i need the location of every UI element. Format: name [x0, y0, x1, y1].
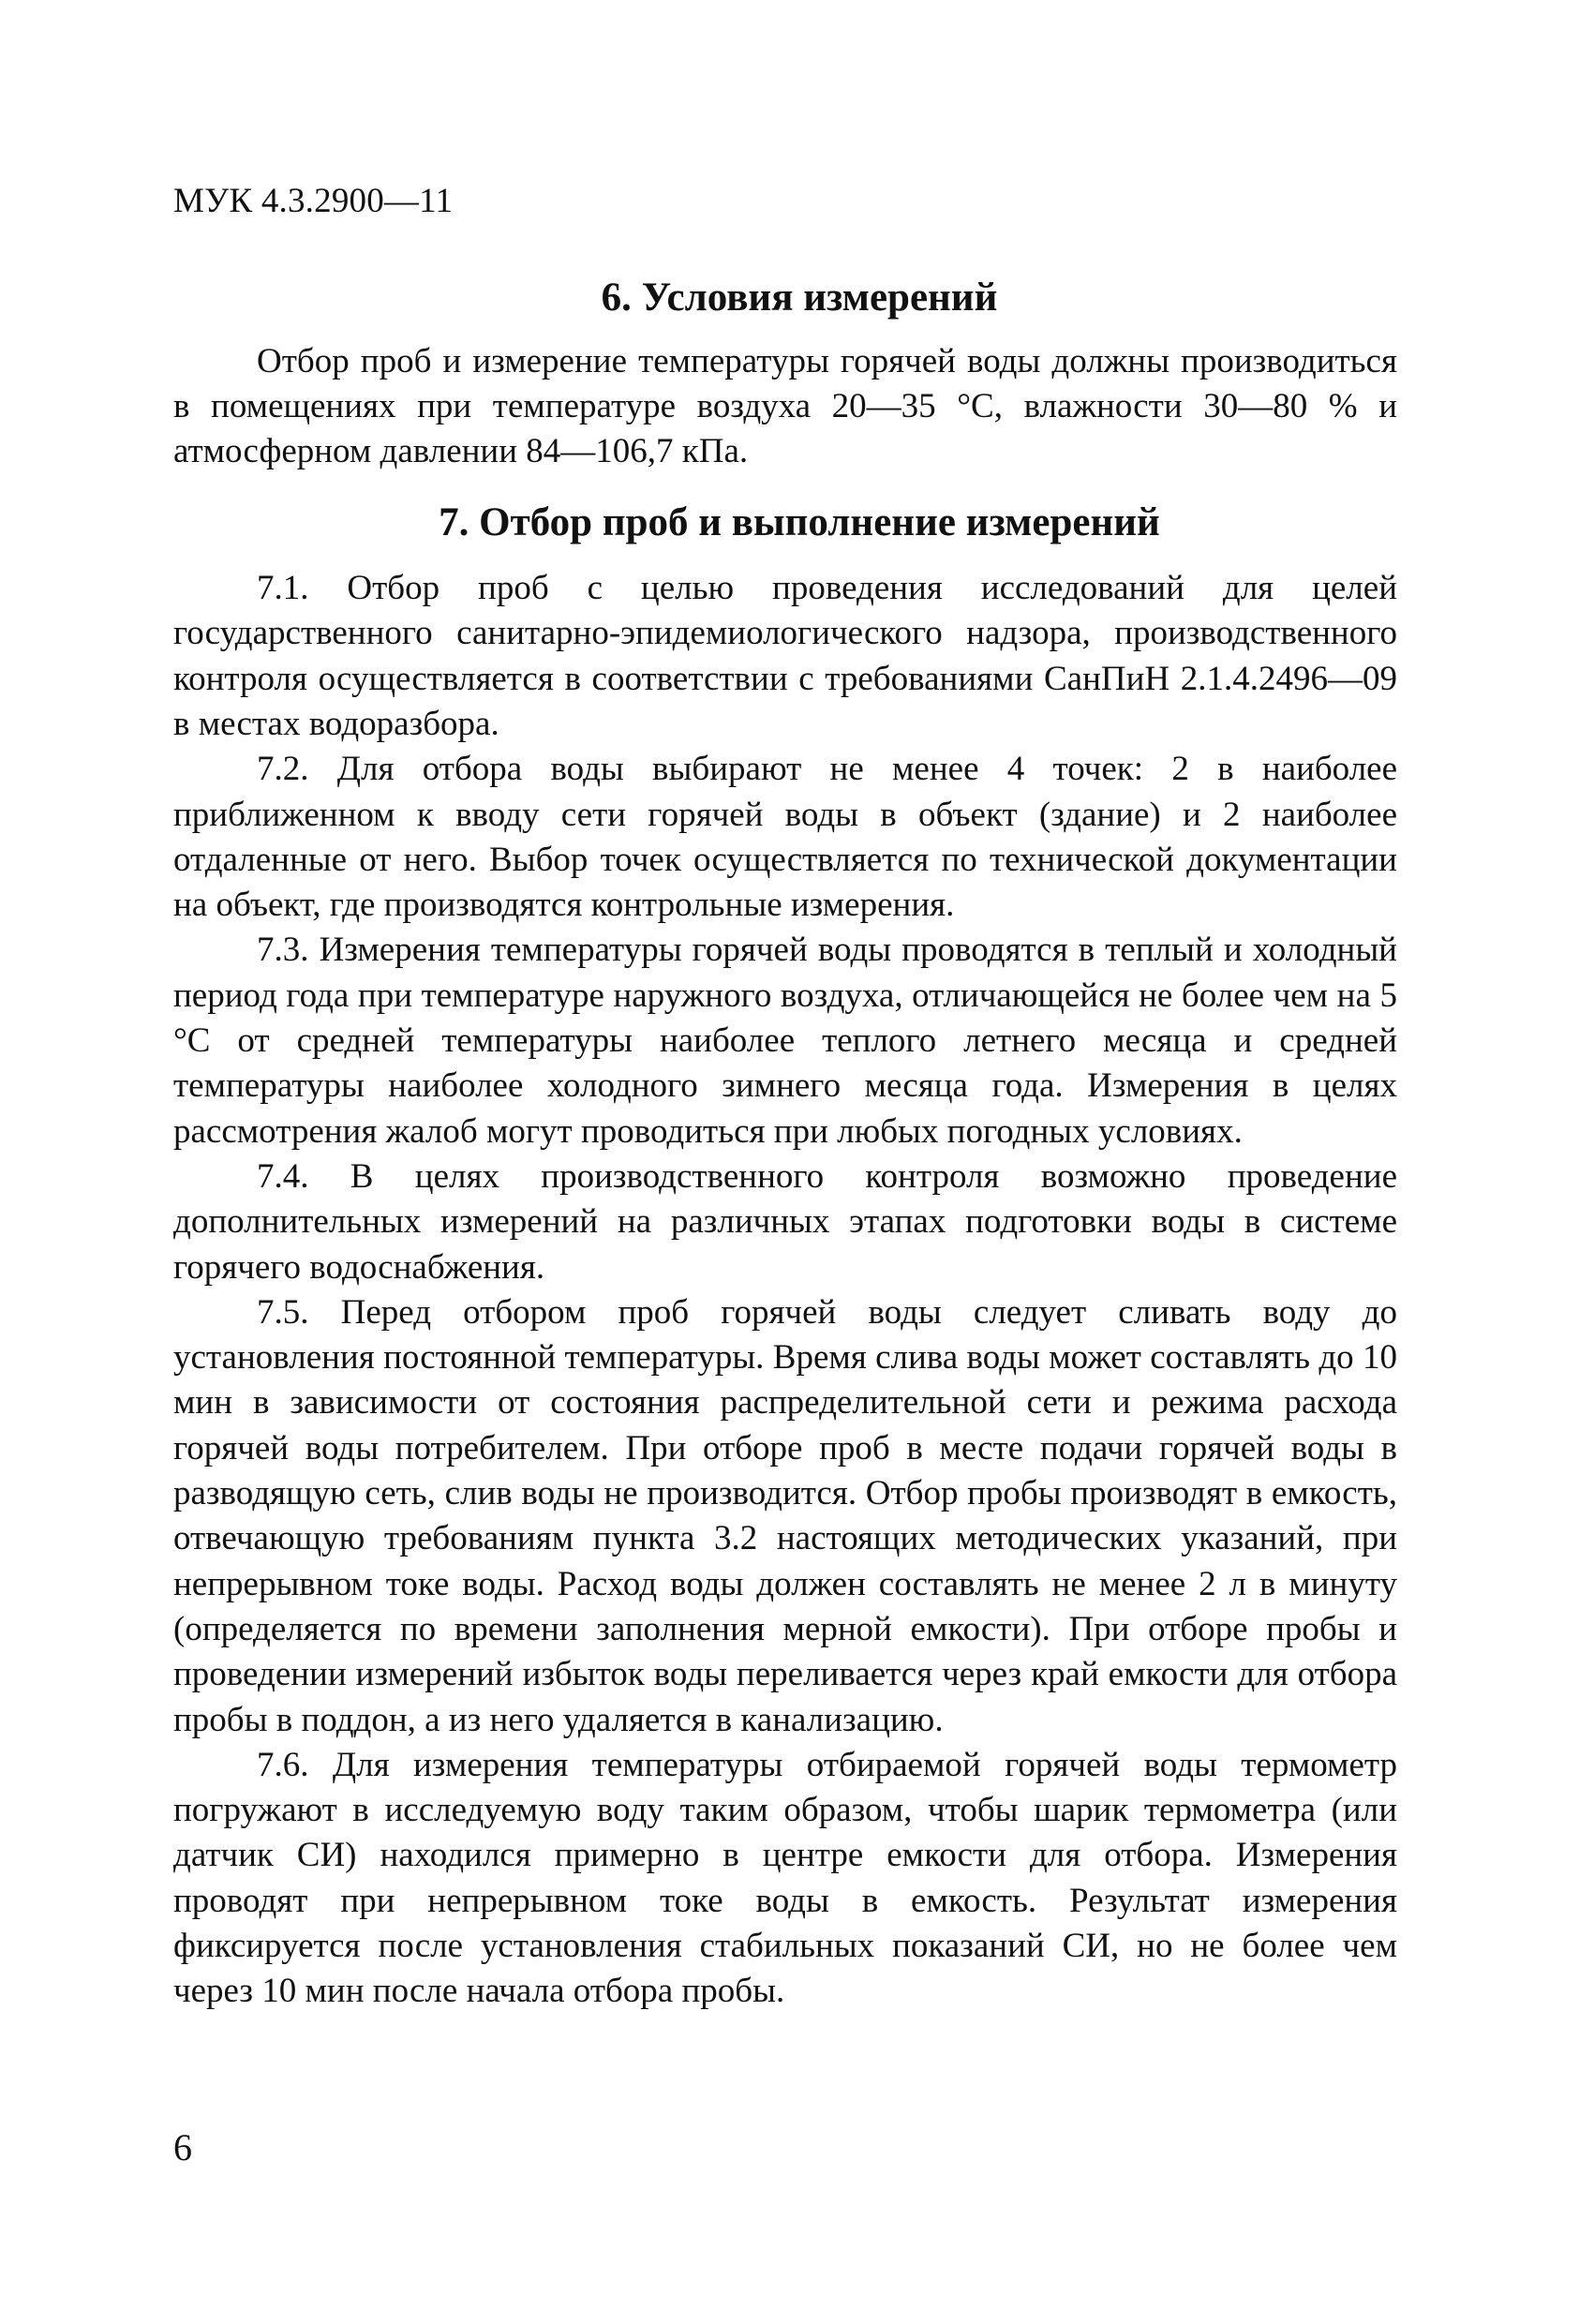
section-6-paragraph: Отбор проб и измерение температуры горячей воды должны производиться в помещениях при температуре воздуха 20—35 °С, влажности 30—80 % и атмосферном давлении 84—106,7 кПа. — [173, 341, 1397, 471]
page-number: 6 — [173, 2126, 192, 2168]
section-7-heading: 7. Отбор проб и выполнение измерений — [439, 500, 1160, 545]
clause-7-5: 7.5. Перед отбором проб горячей воды следует сливать воду до установления постоянной температуры. Время слива воды может составлять до 10 мин в зависимости от состояния распределительной сети и режима расхода горячей воды потребителем. При отборе проб в месте подачи горячей воды в разводящую сеть, слив воды не производится. Отбор пробы производят в емкость, отвечающую требованиям пункта 3.2 настоящих методических указаний, при непрерывном токе воды. Расход воды должен составлять не менее 2 л в минуту (определяется по времени заполнения мерной емкости). При отборе пробы и проведении измерений избыток воды переливается через край емкости для отбора пробы в поддон, а из него удаляется в канализацию. — [173, 1292, 1397, 1739]
clause-7-6: 7.6. Для измерения температуры отбираемой горячей воды термометр погружают в исследуемую воду таким образом, чтобы шарик термометра (или датчик СИ) находился примерно в центре емкости для отбора. Измерения проводят при непрерывном токе воды в емкость. Результат измерения фиксируется после установления стабильных показаний СИ, но не более чем через 10 мин после начала отбора пробы. — [173, 1745, 1397, 2011]
page-content — [173, 274, 1397, 2015]
clause-7-1: 7.1. Отбор проб с целью проведения исследований для целей государственного санитарно-эпидемиологического надзора, производственного контроля осуществляется в соответствии с требованиями СанПиН 2.1.4.2496—09 в местах водоразбора. — [173, 569, 1397, 743]
clause-7-2: 7.2. Для отбора воды выбирают не менее 4 точек: 2 в наиболее приближенном к вводу сети горячей воды в объект (здание) и 2 наиболее отдаленные от него. Выбор точек осуществляется по технической документации на объект, где производятся контрольные измерения. — [173, 750, 1397, 925]
clause-7-4: 7.4. В целях производственного контроля возможно проведение дополнительных измерений на различных этапах подготовки воды в системе горячего водоснабжения. — [173, 1156, 1397, 1287]
clause-7-3: 7.3. Измерения температуры горячей воды проводятся в теплый и холодный период года при температуре наружного воздуха, отличающейся не более чем на 5 °С от средней температуры наиболее теплого летнего месяца и средней температуры наиболее холодного зимнего месяца года. Измерения в целях рассмотрения жалоб могут проводиться при любых погодных условиях. — [173, 931, 1397, 1151]
section-6-heading: 6. Условия измерений — [601, 276, 998, 320]
document-code: МУК 4.3.2900—11 — [173, 182, 454, 220]
